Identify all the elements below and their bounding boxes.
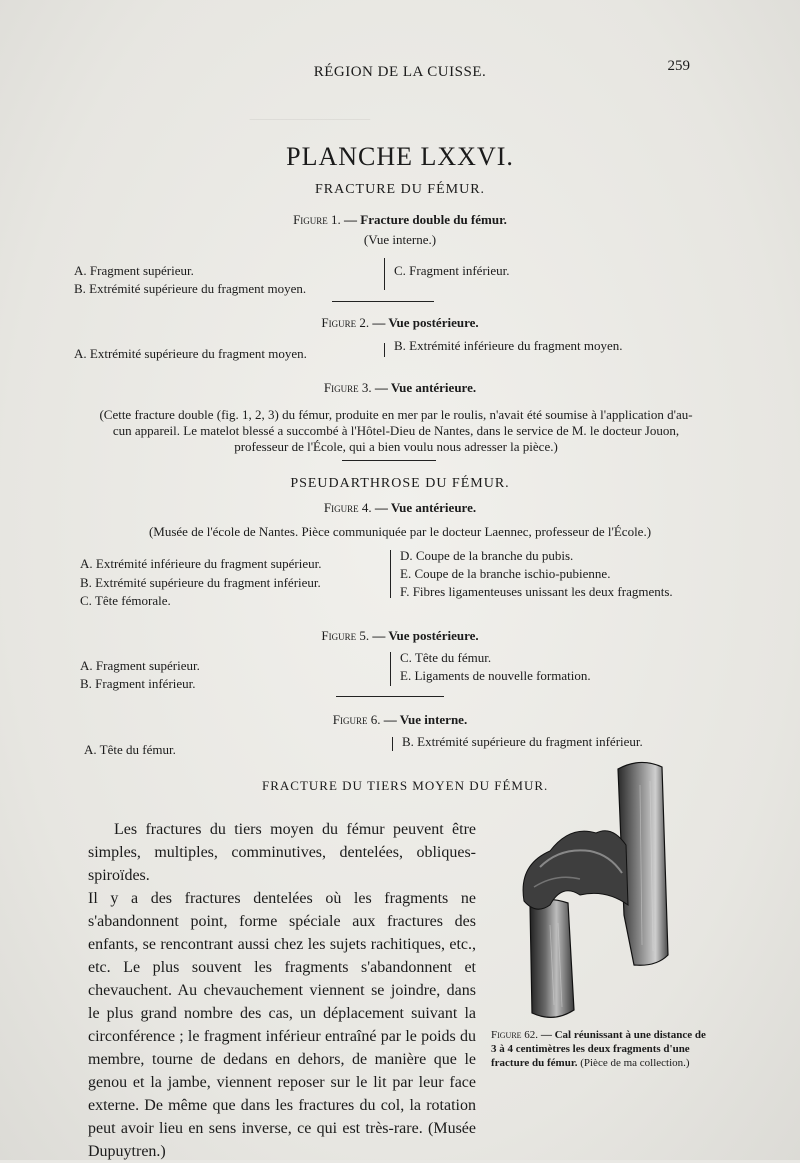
figure-label: Figure 3. — [323, 380, 372, 395]
legend-item: A. Fragment supérieur. — [80, 658, 200, 673]
figure-label: Figure 4. — [323, 500, 372, 515]
legend-item: C. Tête fémorale. — [80, 593, 171, 608]
figure-note: (Pièce de ma collection.) — [580, 1057, 690, 1069]
legend-item: F. Fibres ligamenteuses unissant les deux fragments. — [400, 584, 673, 599]
figure-1-caption — [0, 212, 800, 228]
column-divider — [392, 737, 393, 751]
show-through-text: ‾‾‾‾‾‾‾‾‾‾‾‾‾‾‾‾‾‾‾‾‾‾‾‾‾‾‾‾‾‾ — [250, 118, 370, 132]
figure-label: Figure 5. — [321, 628, 370, 643]
page-number: 259 — [667, 58, 690, 74]
figure-6-caption — [0, 712, 800, 728]
legend-item: B. Extrémité supérieure du fragment moyen. — [74, 281, 307, 296]
paragraph-text: Il y a des fractures dentelées où les fragments ne s'abandonnent point, forme spéciale aux fractures des enfants, se rencontrant aussi chez les sujets rachitiques, etc., etc. Le plus souvent les fragments s'abandonnent et chevauchent. Au chevauchement viennent se joindre, dans le plus grand nombre des cas, un déplacement suivant la circonférence ; le fragment inférieur entraîné par le poids du membre, tourne de dedans en dehors, de manière que le genou et la jambe, viennent reposer sur le lit par leur face externe. De même que dans les fractures du col, la rotation peut avoir lieu en sens inverse, ce qui est très-rare. (Musée Dupuytren.) — [88, 890, 476, 1160]
separator-rule — [342, 460, 436, 461]
legend-item: B. Fragment inférieur. — [80, 676, 196, 691]
legend-item: B. Extrémité inférieure du fragment moyen. — [394, 338, 623, 353]
section-heading-tiers-moyen: FRACTURE DU TIERS MOYEN DU FÉMUR. — [262, 778, 549, 793]
legend-item: B. Extrémité supérieure du fragment inférieur. — [80, 575, 321, 590]
separator-rule — [332, 301, 434, 302]
section-heading-fracture-du-femur: FRACTURE DU FÉMUR. — [314, 182, 486, 197]
femur-callus-illustration — [510, 755, 700, 1025]
legend-item: D. Coupe de la branche du pubis. — [400, 548, 574, 563]
legend-item: B. Extrémité supérieure du fragment inférieur. — [402, 734, 643, 749]
figure-label: Figure 2. — [321, 315, 370, 330]
running-title: RÉGION DE LA CUISSE. — [313, 64, 487, 80]
figure-label: Figure 6. — [332, 712, 381, 727]
note-line: (Cette fracture double (fig. 1, 2, 3) du fémur, produite en mer par le roulis, n'avait été soumise à l'application d'au- — [99, 407, 693, 422]
figure-2-caption — [0, 315, 800, 331]
figure-1-subtitle: (Vue interne.) — [363, 232, 437, 247]
legend-item: A. Tête du fémur. — [84, 742, 176, 757]
legend-item: A. Extrémité inférieure du fragment supérieur. — [80, 556, 322, 571]
column-divider — [390, 652, 391, 686]
legend-item: A. Extrémité supérieure du fragment moyen. — [74, 346, 307, 361]
figure-title: — Vue antérieure. — [374, 500, 477, 515]
column-divider — [384, 258, 385, 290]
figure-title: — Vue postérieure. — [372, 315, 479, 330]
plate-title: PLANCHE LXXVI. — [286, 142, 514, 171]
legend-item: E. Ligaments de nouvelle formation. — [400, 668, 591, 683]
figure-3-note — [76, 407, 716, 455]
legend-item: C. Fragment inférieur. — [394, 263, 510, 278]
legend-item: E. Coupe de la branche ischio-pubienne. — [400, 566, 611, 581]
figure-62-caption — [491, 1028, 711, 1070]
legend-item: C. Tête du fémur. — [400, 650, 492, 665]
note-line: cun appareil. Le matelot blessé a succombé à l'Hôtel-Dieu de Nantes, dans le service de M. le docteur Jouon, — [112, 423, 680, 438]
legend-item: A. Fragment supérieur. — [74, 263, 194, 278]
column-divider — [390, 550, 391, 598]
section-heading-pseudarthrose: PSEUDARTHROSE DU FÉMUR. — [290, 476, 510, 491]
column-divider — [384, 343, 385, 357]
figure-title: — Fracture double du fémur. — [344, 212, 507, 227]
figure-5-caption — [0, 628, 800, 644]
paragraph-text: Les fractures du tiers moyen du fémur peuvent être simples, multiples, comminutives, dentelées, obliques-spiroïdes. — [88, 821, 476, 884]
figure-title: — Cal réunissant à une distance de 3 à 4 centimètres les deux fragments d'une fracture du fémur. — [491, 1029, 706, 1069]
figure-label: Figure 62. — [491, 1029, 539, 1041]
body-paragraph — [88, 818, 476, 1163]
figure-3-caption — [0, 380, 800, 396]
figure-4-note: (Musée de l'école de Nantes. Pièce communiquée par le docteur Laennec, professeur de l'École.) — [148, 524, 652, 539]
figure-title: — Vue postérieure. — [372, 628, 479, 643]
note-line: professeur de l'École, qui a bien voulu nous adresser la pièce.) — [234, 439, 558, 454]
figure-4-caption — [0, 500, 800, 516]
figure-label: Figure 1. — [293, 212, 341, 227]
figure-title: — Vue antérieure. — [374, 380, 477, 395]
figure-title: — Vue interne. — [383, 712, 468, 727]
separator-rule — [336, 696, 444, 697]
